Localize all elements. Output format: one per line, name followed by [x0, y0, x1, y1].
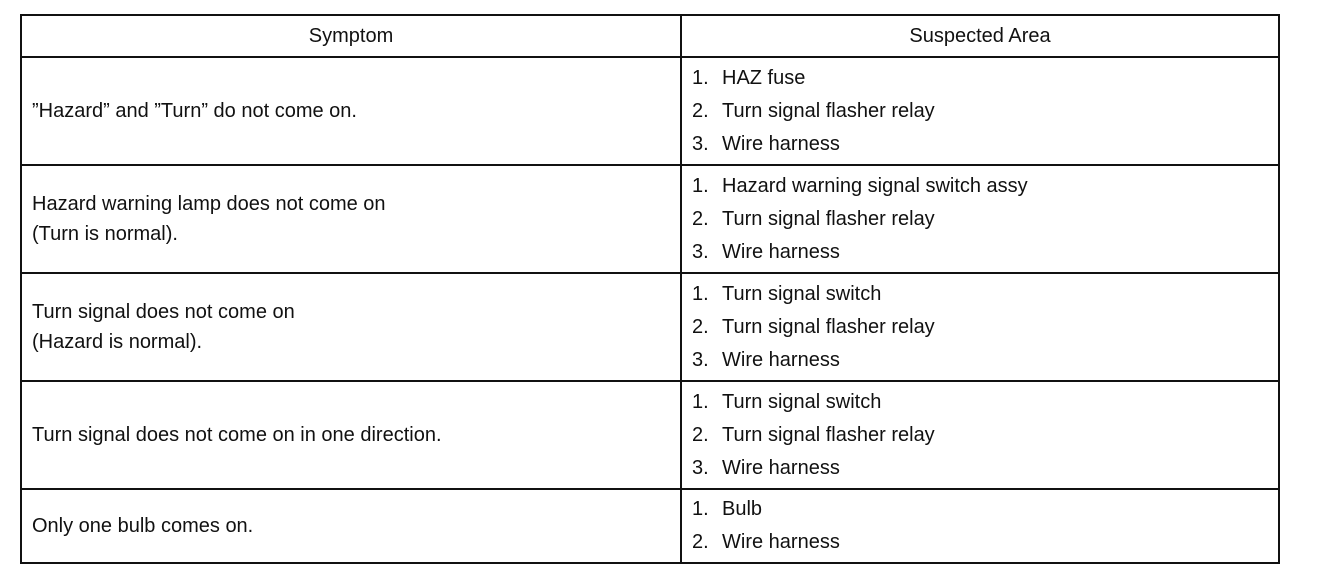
list-item: 2. Turn signal flasher relay [692, 207, 935, 230]
symptom-text: Turn signal does not come on in one direction. [32, 424, 442, 446]
suspected-area-column-header: Suspected Area [681, 15, 1279, 57]
list-item: 1. Turn signal switch [692, 282, 882, 305]
list-item: 3. Wire harness [692, 456, 840, 479]
list-item: 1. Bulb [692, 498, 763, 520]
symptom-cell [21, 165, 681, 273]
list-item: 2. Turn signal flasher relay [692, 423, 935, 446]
symptom-text: Only one bulb comes on. [32, 515, 254, 537]
table-row [21, 381, 1279, 489]
suspected-area-cell [681, 381, 1279, 489]
table-row [21, 489, 1279, 563]
symptom-cell [21, 381, 681, 489]
list-item: 3. Wire harness [692, 132, 840, 155]
troubleshooting-table [20, 14, 1280, 564]
list-item: 2. Wire harness [692, 531, 840, 553]
suspected-area-list [692, 386, 1278, 485]
suspected-area-list [692, 493, 1278, 559]
symptom-column-header: Symptom [21, 15, 681, 57]
list-item: 2. Turn signal flasher relay [692, 99, 935, 122]
suspected-area-list [692, 62, 1278, 161]
suspected-area-list [692, 278, 1278, 377]
symptom-text: Turn signal does not come on [32, 301, 295, 323]
list-item: 1. Turn signal switch [692, 390, 882, 413]
symptom-text: ”Hazard” and ”Turn” do not come on. [32, 100, 357, 122]
table-row [21, 165, 1279, 273]
symptom-text: (Hazard is normal). [32, 331, 203, 353]
symptom-text: (Turn is normal). [32, 223, 178, 245]
suspected-area-cell [681, 273, 1279, 381]
symptom-cell [21, 489, 681, 563]
list-item: 2. Turn signal flasher relay [692, 315, 935, 338]
suspected-area-cell [681, 165, 1279, 273]
symptom-text: Hazard warning lamp does not come on [32, 193, 386, 215]
suspected-area-cell [681, 57, 1279, 165]
table-row [21, 57, 1279, 165]
symptom-cell [21, 57, 681, 165]
list-item: 3. Wire harness [692, 240, 840, 263]
list-item: 1. Hazard warning signal switch assy [692, 174, 1028, 197]
table-header-row [21, 15, 1279, 57]
suspected-area-list [692, 170, 1278, 269]
symptom-cell [21, 273, 681, 381]
table-row [21, 273, 1279, 381]
list-item: 3. Wire harness [692, 348, 840, 371]
list-item: 1. HAZ fuse [692, 66, 806, 89]
suspected-area-cell [681, 489, 1279, 563]
